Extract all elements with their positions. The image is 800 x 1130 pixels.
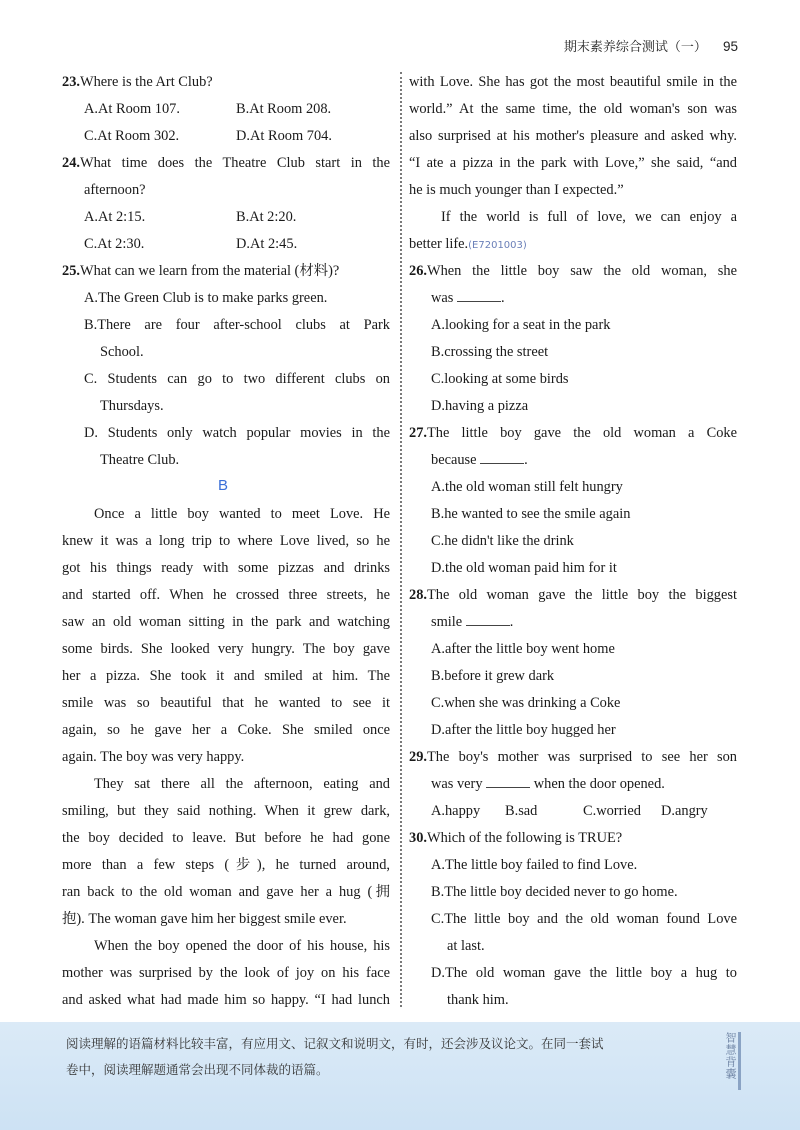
option-d: D.At Room 704. bbox=[236, 128, 332, 144]
passage-line: more than a few steps (步), he turned around, bbox=[62, 857, 390, 873]
question-number: 23. bbox=[62, 74, 80, 90]
question-text: When the little boy saw the old woman, she bbox=[427, 263, 737, 279]
option-b: B.There are four after-school clubs at Park bbox=[84, 317, 390, 333]
option-b: B.At 2:20. bbox=[236, 209, 297, 225]
question-number: 28. bbox=[409, 587, 427, 603]
passage-line: knew it was a long trip to where Love lived, so he bbox=[62, 533, 390, 549]
answer-blank[interactable] bbox=[466, 613, 510, 626]
option-a: A.happy bbox=[431, 803, 481, 819]
question-number: 30. bbox=[409, 830, 427, 846]
option-d: D.the old woman paid him for it bbox=[431, 560, 617, 576]
passage-line: again, so he gave her a Coke. She smiled once bbox=[62, 722, 390, 738]
page-header bbox=[564, 36, 738, 55]
passage-line: mother was surprised by the look of joy on his face bbox=[62, 965, 390, 981]
passage-line: When the boy opened the door of his house, his bbox=[94, 938, 390, 954]
option-d: D.The old woman gave the little boy a hug to bbox=[431, 965, 737, 981]
option-b: B.The little boy decided never to go home. bbox=[431, 884, 678, 900]
item-code: (E7201003) bbox=[468, 240, 527, 251]
passage-line: smile was so beautiful that he wanted to see it bbox=[62, 695, 390, 711]
question-number: 26. bbox=[409, 263, 427, 279]
option-c: C.At 2:30. bbox=[84, 236, 145, 252]
passage-line: the boy decided to leave. But before he had gone bbox=[62, 830, 390, 846]
passage-line: smiling, but they said nothing. When it grew dark, bbox=[62, 803, 390, 819]
passage-line: world.” At the same time, the old woman's son was bbox=[409, 101, 737, 117]
tip-box bbox=[0, 1022, 800, 1130]
passage-line: some birds. She looked very hungry. The boy gave bbox=[62, 641, 390, 657]
question-text: What time does the Theatre Club start in the bbox=[80, 155, 390, 171]
passage-line: 抱). The woman gave him her biggest smile ever. bbox=[62, 911, 347, 927]
option-d: D.having a pizza bbox=[431, 398, 529, 414]
column-divider bbox=[400, 72, 402, 1007]
question-text: The old woman gave the little boy the biggest bbox=[427, 587, 737, 603]
passage-line: “I ate a pizza in the park with Love,” she said, “and bbox=[409, 155, 737, 171]
option-a: A.after the little boy went home bbox=[431, 641, 615, 657]
passage-line: If the world is full of love, we can enjoy a bbox=[441, 209, 737, 225]
passage-line: got his things ready with some pizzas and drinks bbox=[62, 560, 390, 576]
section-heading-b: B bbox=[218, 477, 229, 494]
option-c: C.worried bbox=[583, 803, 641, 819]
option-a: A.The little boy failed to find Love. bbox=[431, 857, 638, 873]
question-number: 27. bbox=[409, 425, 427, 441]
option-c: C.looking at some birds bbox=[431, 371, 569, 387]
option-b: B.At Room 208. bbox=[236, 101, 332, 117]
passage-line: and started off. When he crossed three streets, he bbox=[62, 587, 390, 603]
question-text: Where is the Art Club? bbox=[80, 74, 213, 90]
question-text: Which of the following is TRUE? bbox=[427, 830, 623, 846]
option-a: A.At 2:15. bbox=[84, 209, 146, 225]
passage-line: Once a little boy wanted to meet Love. He bbox=[94, 506, 390, 522]
answer-blank[interactable] bbox=[480, 451, 524, 464]
option-b: B.sad bbox=[505, 803, 538, 819]
question-number: 29. bbox=[409, 749, 427, 765]
question-text: The boy's mother was surprised to see her son bbox=[427, 749, 737, 765]
option-b: B.crossing the street bbox=[431, 344, 549, 360]
question-number: 25. bbox=[62, 263, 80, 279]
option-d-cont: Theatre Club. bbox=[100, 452, 180, 468]
option-a: A.the old woman still felt hungry bbox=[431, 479, 623, 495]
passage-line: better life. bbox=[409, 236, 469, 252]
question-text-cont: was bbox=[431, 290, 454, 306]
option-c-cont: Thursdays. bbox=[100, 398, 164, 414]
question-number: 24. bbox=[62, 155, 80, 171]
question-text-cont: afternoon? bbox=[84, 182, 146, 198]
answer-blank[interactable] bbox=[486, 775, 530, 788]
option-d: D.At 2:45. bbox=[236, 236, 298, 252]
passage-line: her a pizza. She took it and smiled at him. The bbox=[62, 668, 390, 684]
option-d: D. Students only watch popular movies in the bbox=[84, 425, 390, 441]
passage-line: They sat there all the afternoon, eating and bbox=[94, 776, 390, 792]
tip-text-line-1: 阅读理解的语篇材料比较丰富，有应用文、记叙文和说明文，有时，还会涉及议论文。在同一套试 bbox=[66, 1036, 604, 1051]
tip-badge: 智慧背囊 bbox=[716, 1032, 741, 1090]
question-text-cont: because bbox=[431, 452, 477, 468]
question-text: What can we learn from the material (材料)? bbox=[80, 263, 340, 279]
question-text: The little boy gave the old woman a Coke bbox=[427, 425, 737, 441]
option-d: D.angry bbox=[661, 803, 708, 819]
option-d-cont: thank him. bbox=[447, 992, 509, 1008]
passage-line: again. The boy was very happy. bbox=[62, 749, 245, 765]
option-b: B.he wanted to see the smile again bbox=[431, 506, 631, 522]
passage-line: ran back to the old woman and gave her a hug (拥 bbox=[62, 884, 390, 900]
question-text-cont: was very bbox=[431, 776, 483, 792]
option-c: C.when she was drinking a Coke bbox=[431, 695, 621, 711]
option-a: A.At Room 107. bbox=[84, 101, 180, 117]
tip-text-line-2: 卷中，阅读理解题通常会出现不同体裁的语篇。 bbox=[66, 1062, 329, 1077]
passage-line: also surprised at his mother's pleasure and asked why. bbox=[409, 128, 737, 144]
option-c: C.he didn't like the drink bbox=[431, 533, 574, 549]
option-b: B.before it grew dark bbox=[431, 668, 555, 684]
option-d: D.after the little boy hugged her bbox=[431, 722, 616, 738]
option-c: C. Students can go to two different clubs on bbox=[84, 371, 390, 387]
question-text-cont: smile bbox=[431, 614, 463, 630]
option-a: A.looking for a seat in the park bbox=[431, 317, 611, 333]
option-a: A.The Green Club is to make parks green. bbox=[84, 290, 328, 306]
passage-line: with Love. She has got the most beautiful smile in the bbox=[409, 74, 737, 90]
page-number: 95 bbox=[722, 39, 738, 54]
passage-line: he is much younger than I expected.” bbox=[409, 182, 624, 198]
answer-blank[interactable] bbox=[457, 289, 501, 302]
option-c-cont: at last. bbox=[447, 938, 485, 954]
passage-line: and asked what had made him so happy. “I had lunch bbox=[62, 992, 390, 1008]
option-c: C.The little boy and the old woman found Love bbox=[431, 911, 737, 927]
header-title: 期末素养综合测试（一） bbox=[563, 40, 707, 55]
option-b-cont: School. bbox=[100, 344, 144, 360]
option-c: C.At Room 302. bbox=[84, 128, 180, 144]
passage-line: saw an old woman sitting in the park and watching bbox=[62, 614, 390, 630]
